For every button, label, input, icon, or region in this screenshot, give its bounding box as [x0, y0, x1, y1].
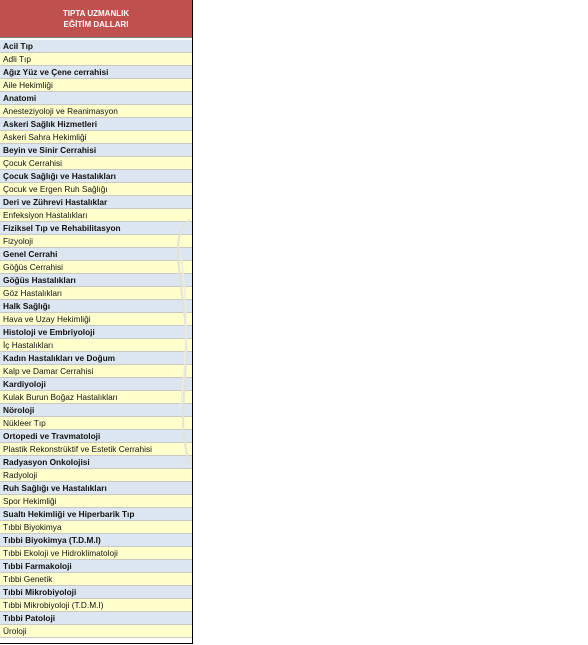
table-row: Nöroloji [0, 404, 192, 417]
table-row: Adli Tıp [0, 53, 192, 66]
table-row: Genel Cerrahi [0, 248, 192, 261]
table-row: Çocuk Sağlığı ve Hastalıkları [0, 170, 192, 183]
table-row: Ruh Sağlığı ve Hastalıkları [0, 482, 192, 495]
table-row: Tıbbi Mikrobiyoloji (T.D.M.I) [0, 599, 192, 612]
table-row: Göğüs Cerrahisi [0, 261, 192, 274]
table-row: Tıbbi Farmakoloji [0, 560, 192, 573]
table-rows [0, 40, 192, 638]
table-row: Tıbbi Biyokimya (T.D.M.I) [0, 534, 192, 547]
table-header [0, 0, 192, 38]
table-row: Kalp ve Damar Cerrahisi [0, 365, 192, 378]
table-row: Çocuk ve Ergen Ruh Sağlığı [0, 183, 192, 196]
table-row: Ortopedi ve Travmatoloji [0, 430, 192, 443]
table-row: Anatomi [0, 92, 192, 105]
table-row: Anesteziyoloji ve Reanimasyon [0, 105, 192, 118]
table-row: Hava ve Uzay Hekimliği [0, 313, 192, 326]
table-row: Beyin ve Sinir Cerrahisi [0, 144, 192, 157]
specialty-table [0, 0, 193, 644]
table-row: Sualtı Hekimliği ve Hiperbarik Tıp [0, 508, 192, 521]
table-row: Spor Hekimliği [0, 495, 192, 508]
table-row: Ağız Yüz ve Çene cerrahisi [0, 66, 192, 79]
table-row: Tıbbi Mikrobiyoloji [0, 586, 192, 599]
table-row: Askeri Sahra Hekimliği [0, 131, 192, 144]
table-row: Göz Hastalıkları [0, 287, 192, 300]
table-row: Nükleer Tıp [0, 417, 192, 430]
table-row: Histoloji ve Embriyoloji [0, 326, 192, 339]
table-row: Çocuk Cerrahisi [0, 157, 192, 170]
table-row: Radyasyon Onkolojisi [0, 456, 192, 469]
table-row: Acil Tıp [0, 40, 192, 53]
table-row: Tıbbi Biyokimya [0, 521, 192, 534]
table-row: Aile Hekimliği [0, 79, 192, 92]
table-row: Deri ve Zührevi Hastalıklar [0, 196, 192, 209]
header-line-2: EĞİTİM DALLARI [63, 19, 129, 29]
table-row: Enfeksiyon Hastalıkları [0, 209, 192, 222]
table-row: Tıbbi Genetik [0, 573, 192, 586]
table-row: Fizyoloji [0, 235, 192, 248]
table-row: Kardiyoloji [0, 378, 192, 391]
table-row: Plastik Rekonstrüktif ve Estetik Cerrahisi [0, 443, 192, 456]
table-row: Kulak Burun Boğaz Hastalıkları [0, 391, 192, 404]
table-row: Fiziksel Tıp ve Rehabilitasyon [0, 222, 192, 235]
table-row: Kadın Hastalıkları ve Doğum [0, 352, 192, 365]
table-row: Tıbbi Patoloji [0, 612, 192, 625]
table-row: İç Hastalıkları [0, 339, 192, 352]
table-row: Üroloji [0, 625, 192, 638]
table-row: Halk Sağlığı [0, 300, 192, 313]
table-row: Tıbbi Ekoloji ve Hidroklimatoloji [0, 547, 192, 560]
header-line-1: TIPTA UZMANLIK [62, 8, 130, 18]
table-row: Radyoloji [0, 469, 192, 482]
table-row: Askeri Sağlık Hizmetleri [0, 118, 192, 131]
table-row: Göğüs Hastalıkları [0, 274, 192, 287]
